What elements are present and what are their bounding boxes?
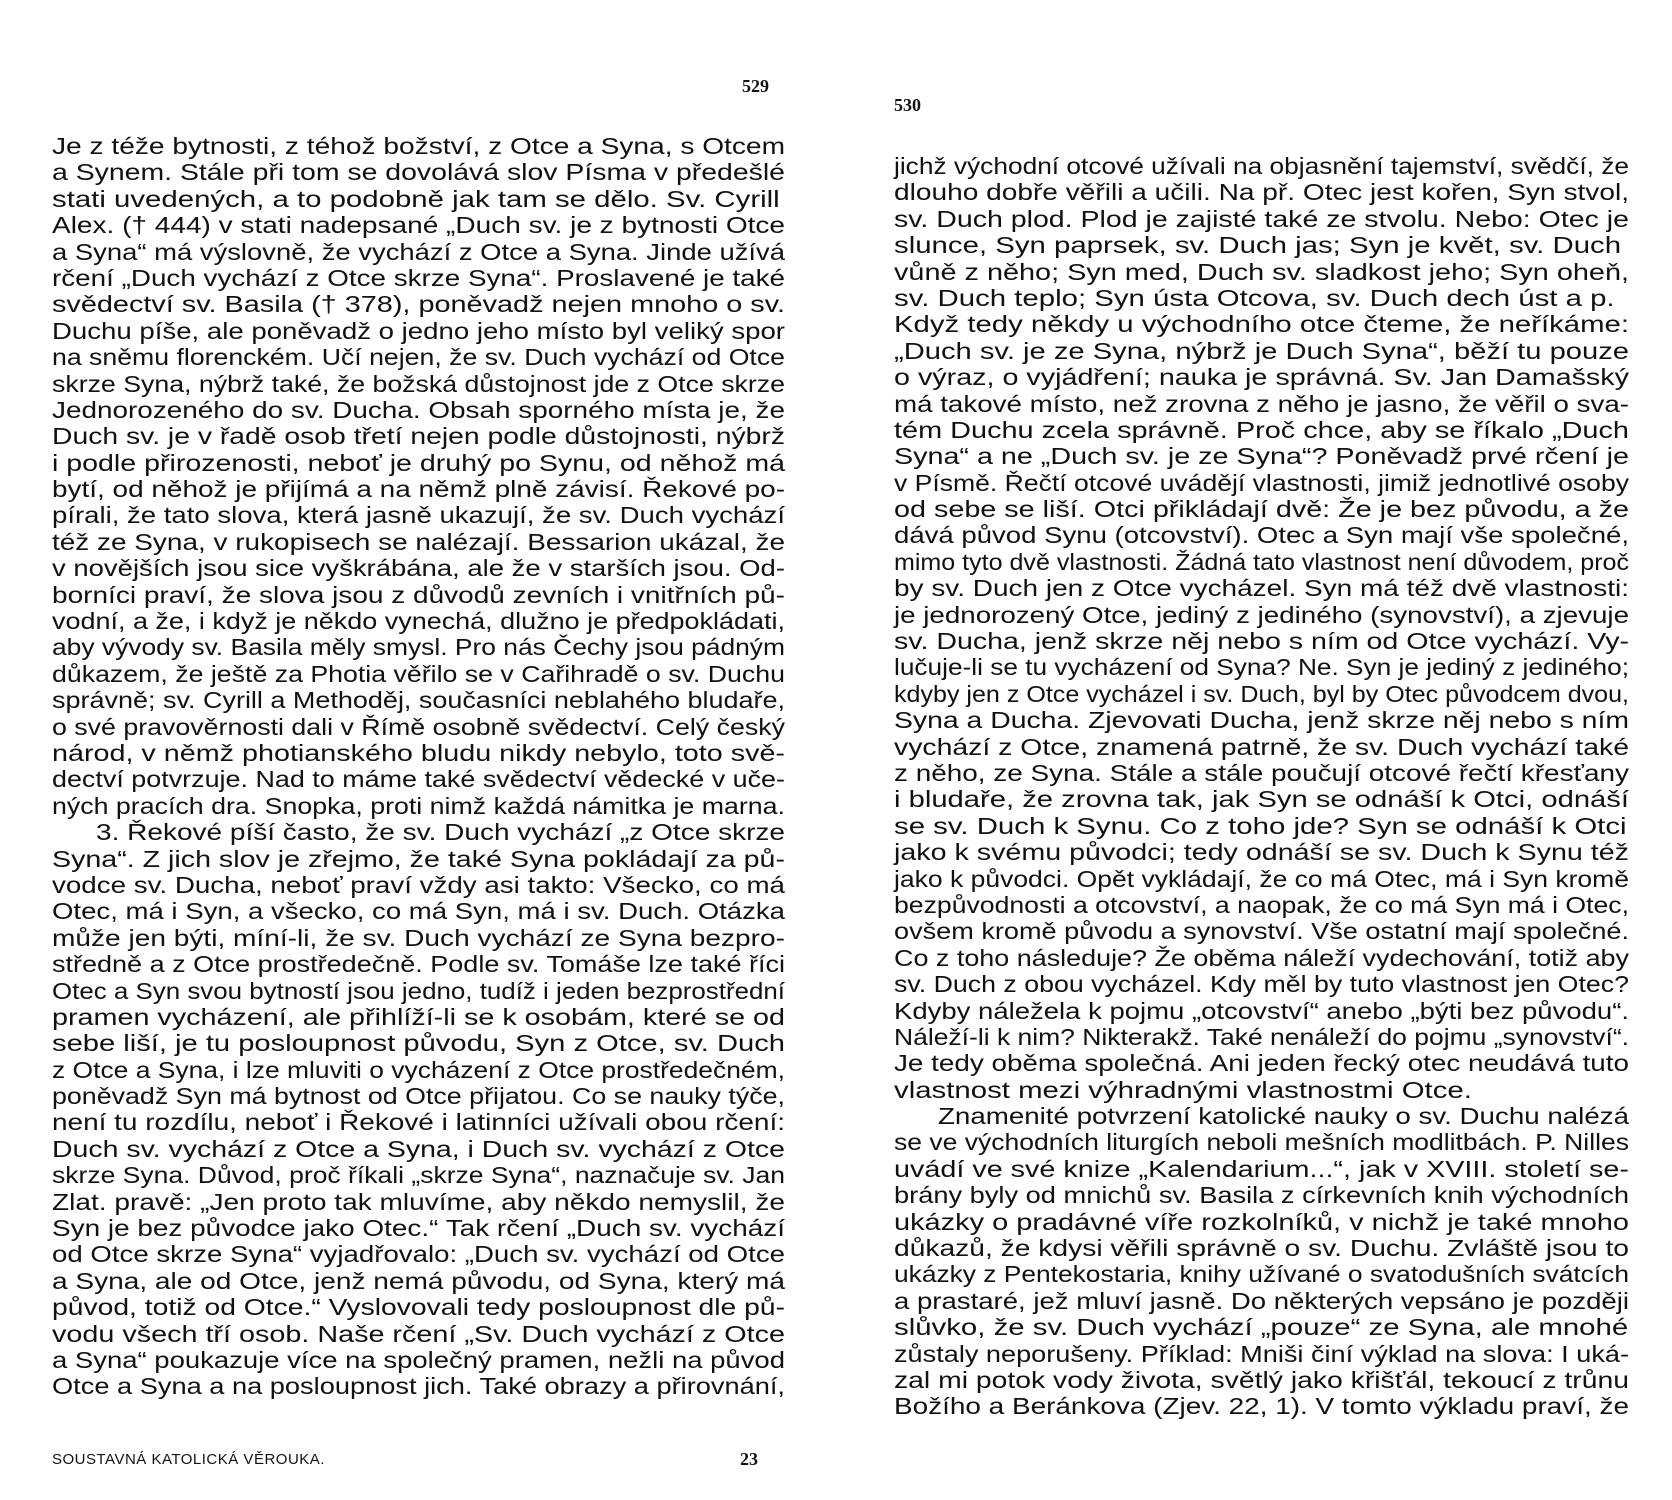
text-line: z Otce a Syna, i lze mluviti o vycházení z Otce prostředečném,	[52, 1056, 785, 1083]
text-line: zůstaly neporušeny. Příklad: Mniši činí výklad na slova: I uká-	[894, 1340, 1629, 1367]
text-line: dlouho dobře věřili a učili. Na př. Otec jest kořen, Syn stvol,	[894, 179, 1629, 206]
text-line: Syna“. Z jich slov je zřejmo, že také Syna pokládají za pů-	[52, 845, 785, 872]
text-line: původ, totiž od Otce.“ Vyslovovali tedy posloupnost dle pů-	[52, 1294, 786, 1321]
text-line: Zlat. pravě: „Jen proto tak mluvíme, aby někdo nemyslil, že	[52, 1188, 785, 1215]
left-text-column	[52, 133, 785, 1400]
text-line: Otec a Syn svou bytností jsou jedno, tudíž i jeden bezprostřední	[52, 977, 785, 1004]
text-line: má takové místo, než zrovna z něho je jasno, že věřil o sva-	[894, 390, 1629, 417]
text-line: slunce, Syn paprsek, sv. Duch jas; Syn je květ, sv. Duch	[894, 232, 1622, 259]
text-line: 3. Řekové píší často, že sv. Duch vychází „z Otce skrze	[96, 819, 785, 846]
text-line: Je tedy oběma společná. Ani jeden řecký otec neudává tuto	[894, 1050, 1629, 1077]
text-line: dectví potvrzuje. Nad to máme také svědectví vědecké v uče-	[52, 766, 786, 793]
text-line: může jen býti, míní-li, že sv. Duch vychází ze Syna bezpro-	[52, 924, 785, 951]
text-line: „Duch sv. je ze Syna, nýbrž je Duch Syna“, běží tu pouze	[894, 337, 1629, 364]
text-line: uvádí ve své knize „Kalendarium...“, jak v XVIII. století se-	[894, 1155, 1629, 1182]
text-line: ukázky o pradávné víře rozkolníků, v nichž je také mnoho	[894, 1208, 1629, 1235]
text-line: a Syna“ má výslovně, že vychází z Otce a Syna. Jinde užívá	[52, 238, 785, 265]
text-line: jako k svému původci; tedy odnáší se sv. Duch k Synu též	[894, 839, 1629, 866]
text-line: sv. Duch plod. Plod je zajisté také ze stvolu. Nebo: Otec je	[894, 205, 1629, 232]
text-line: Božího a Beránkova (Zjev. 22, 1). V tomto výkladu praví, že	[894, 1393, 1629, 1420]
text-line: a prastaré, jež mluví jasně. Do některých vepsáno je později	[894, 1287, 1629, 1314]
text-line: skrze Syna. Důvod, proč říkali „skrze Syna“, naznačuje sv. Jan	[52, 1162, 785, 1189]
text-line: středně a z Otce prostředečně. Podle sv. Tomáše lze také říci	[52, 951, 785, 978]
text-line: Je z téže bytnosti, z téhož božství, z Otce a Syna, s Otcem	[52, 133, 785, 159]
text-line: Znamenité potvrzení katolické nauky o sv. Duchu nalézá	[938, 1103, 1629, 1130]
text-line: borníci praví, že slova jsou z důvodů zevních i vnitřních pů-	[52, 581, 785, 608]
text-line: důkazem, že ještě za Photia věřilo se v Cařihradě o sv. Duchu	[52, 660, 785, 687]
text-line: rčení „Duch vychází z Otce skrze Syna“. Proslavené je také	[52, 264, 785, 291]
text-line: správně; sv. Cyrill a Methoděj, současníci neblahého bludaře,	[52, 687, 785, 714]
text-line: ukázky z Pentekostaria, knihy užívané o svatodušních svátcích	[894, 1261, 1629, 1288]
text-line: jako k původci. Opět vykládají, že co má Otec, má i Syn kromě	[894, 865, 1629, 892]
text-line: sv. Duch teplo; Syn ústa Otcova, sv. Duch dech úst a p.	[894, 284, 1615, 311]
text-line: vlastnost mezi výhradnými vlastnostmi Otce.	[894, 1076, 1472, 1103]
text-line: vůně z něho; Syn med, Duch sv. sladkost jeho; Syn oheň,	[894, 258, 1629, 285]
text-line: ných pracích dra. Snopka, proti nimž každá námitka je marna.	[52, 792, 785, 819]
text-line: o své pravověrnosti dali v Římě osobně svědectví. Celý český	[52, 713, 785, 740]
text-line: brány byly od mnichů sv. Basila z církevních knih východních	[894, 1182, 1629, 1209]
text-line: kdyby jen z Otce vycházel i sv. Duch, byl by Otec původcem dvou,	[894, 680, 1629, 707]
text-line: vodce sv. Ducha, neboť praví vždy asi takto: Všecko, co má	[52, 871, 785, 898]
text-line: svědectví sv. Basila († 378), poněvadž nejen mnoho o sv.	[52, 291, 785, 318]
text-line: zal mi potok vody života, světlý jako křišťál, tekoucí z trůnu	[894, 1366, 1629, 1393]
page-number: 530	[894, 95, 921, 115]
text-line: Syn je bez původce jako Otec.“ Tak rčení „Duch sv. vychází	[52, 1215, 785, 1242]
text-line: pramen vycházení, ale přihlíží-li se k osobám, které se od	[52, 1003, 785, 1030]
text-line: jichž východní otcové užívali na objasnění tajemství, svědčí, že	[894, 153, 1629, 179]
text-line: sebe liší, je tu posloupnost původu, Syn z Otce, sv. Duch	[52, 1030, 786, 1057]
text-line: vodu všech tří osob. Naše rčení „Sv. Duch vychází z Otce	[52, 1320, 785, 1347]
text-line: mimo tyto dvě vlastnosti. Žádná tato vlastnost není důvodem, proč	[894, 548, 1629, 575]
text-line: stati uvedených, a to podobně jak tam se dělo. Sv. Cyrill	[52, 185, 780, 212]
right-text-column	[894, 153, 1629, 1420]
text-line: Když tedy někdy u východního otce čteme, že neříkáme:	[894, 311, 1629, 338]
text-line: ovšem kromě původu a synovství. Vše ostatní mají společné.	[894, 918, 1629, 945]
text-line: aby vývody sv. Basila měly smysl. Pro nás Čechy jsou pádným	[52, 634, 785, 661]
book-title-footer: SOUSTAVNÁ KATOLICKÁ VĚROUKA.	[52, 1451, 325, 1468]
text-line: pírali, že tato slova, která jasně ukazují, že sv. Duch vychází	[52, 502, 785, 529]
text-line: Otec, má i Syn, a všecko, co má Syn, má i sv. Duch. Otázka	[52, 898, 785, 925]
text-line: národ, v němž photianského bludu nikdy nebylo, toto svě-	[52, 739, 785, 766]
text-line: Alex. († 444) v stati nadepsané „Duch sv. je z bytnosti Otce	[52, 212, 785, 239]
text-line: a Syna, ale od Otce, jenž nemá původu, od Syna, který má	[52, 1267, 785, 1294]
text-line: a Syna“ poukazuje více na společný pramen, nežli na původ	[52, 1346, 785, 1373]
text-line: od sebe se liší. Otci přikládají dvě: Že je bez původu, a že	[894, 496, 1629, 523]
text-line: vodní, a že, i když je někdo vynechá, dlužno je předpokládati,	[52, 608, 785, 635]
text-line: od Otce skrze Syna“ vyjadřovalo: „Duch sv. vychází od Otce	[52, 1241, 785, 1268]
text-line: sv. Duch z obou vycházel. Kdy měl by tuto vlastnost jen Otec?	[894, 971, 1629, 998]
right-page	[836, 0, 1672, 1500]
text-line: Jednorozeného do sv. Ducha. Obsah sporného místa je, že	[52, 396, 785, 423]
text-line: Otce a Syna a na posloupnost jich. Také obrazy a přirovnání,	[52, 1373, 785, 1400]
page-number: 529	[742, 76, 769, 96]
text-line: by sv. Duch jen z Otce vycházel. Syn má též dvě vlastnosti:	[894, 575, 1629, 602]
text-line: skrze Syna, nýbrž také, že božská důstojnost jde z Otce skrze	[52, 370, 785, 397]
text-line: poněvadž Syn má bytnost od Otce přijatou. Co se nauky týče,	[52, 1083, 785, 1110]
text-line: Duchu píše, ale poněvadž o jedno jeho místo byl veliký spor	[52, 317, 785, 344]
text-line: bezpůvodnosti a otcovství, a naopak, že co má Syn má i Otec,	[894, 891, 1629, 918]
text-line: se ve východních liturgích neboli mešních modlitbách. P. Nilles	[894, 1129, 1629, 1156]
signature-mark: 23	[740, 1449, 758, 1469]
text-line: v novějších jsou sice vyškrábána, ale že v starších jsou. Od-	[52, 555, 785, 582]
text-line: Náleží-li k nim? Nikterakž. Také nenáleží do pojmu „synovství“.	[894, 1023, 1629, 1050]
text-line: je jednorozený Otce, jediný z jediného (synovství), a zjevuje	[894, 601, 1629, 628]
text-line: vychází z Otce, znamená patrně, že sv. Duch vychází také	[894, 733, 1629, 760]
text-line: slůvko, že sv. Duch vychází „pouze“ ze Syna, ale mnohé	[894, 1314, 1629, 1341]
text-line: dává původ Synu (otcovství). Otec a Syn mají vše společné,	[894, 522, 1629, 549]
text-line: se sv. Duch k Synu. Co z toho jde? Syn se odnáší k Otci	[894, 812, 1627, 839]
text-line: Co z toho následuje? Že oběma náleží vydechování, totiž aby	[894, 944, 1629, 971]
text-line: není tu rozdílu, neboť i Řekové i latinníci užívali obou rčení:	[52, 1109, 785, 1136]
text-line: Kdyby náležela k pojmu „otcovství“ anebo „býti bez původu“.	[894, 997, 1629, 1024]
text-line: též ze Syna, v rukopisech se nalézají. Bessarion ukázal, že	[52, 528, 785, 555]
text-line: i bludaře, že zrovna tak, jak Syn se odnáší k Otci, odnáší	[894, 786, 1629, 813]
text-line: bytí, od něhož je přijímá a na němž plně závisí. Řekové po-	[52, 476, 785, 503]
text-line: z něho, ze Syna. Stále a stále poučují otcové řečtí křesťany	[894, 759, 1629, 786]
text-line: Duch sv. je v řadě osob třetí nejen podle důstojnosti, nýbrž	[52, 423, 785, 450]
text-line: důkazů, že kdysi věřili správně o sv. Duchu. Zvláště jsou to	[894, 1235, 1629, 1262]
text-line: na sněmu florenckém. Učí nejen, že sv. Duch vychází od Otce	[52, 344, 785, 371]
text-line: Syna a Ducha. Zjevovati Ducha, jenž skrze něj nebo s ním	[894, 707, 1629, 734]
text-line: Syna“ a ne „Duch sv. je ze Syna“? Poněvadž prvé rčení je	[894, 443, 1629, 470]
text-line: lučuje-li se tu vycházení od Syna? Ne. Syn je jediný z jediného;	[894, 654, 1629, 681]
text-line: Duch sv. vychází z Otce a Syna, i Duch sv. vychází z Otce	[52, 1135, 785, 1162]
text-line: v Písmě. Řečtí otcové uvádějí vlastnosti, jimiž jednotlivé osoby	[894, 469, 1629, 496]
text-line: a Synem. Stále při tom se dovolává slov Písma v předešlé	[52, 159, 785, 186]
text-line: o výraz, o vyjádření; nauka je správná. Sv. Jan Damašský	[894, 364, 1629, 391]
text-line: i podle přirozenosti, neboť je druhý po Synu, od něhož má	[52, 449, 785, 476]
text-line: sv. Ducha, jenž skrze něj nebo s ním od Otce vychází. Vy-	[894, 628, 1629, 655]
text-line: tém Duchu zcela správně. Proč chce, aby se říkalo „Duch	[894, 416, 1629, 443]
